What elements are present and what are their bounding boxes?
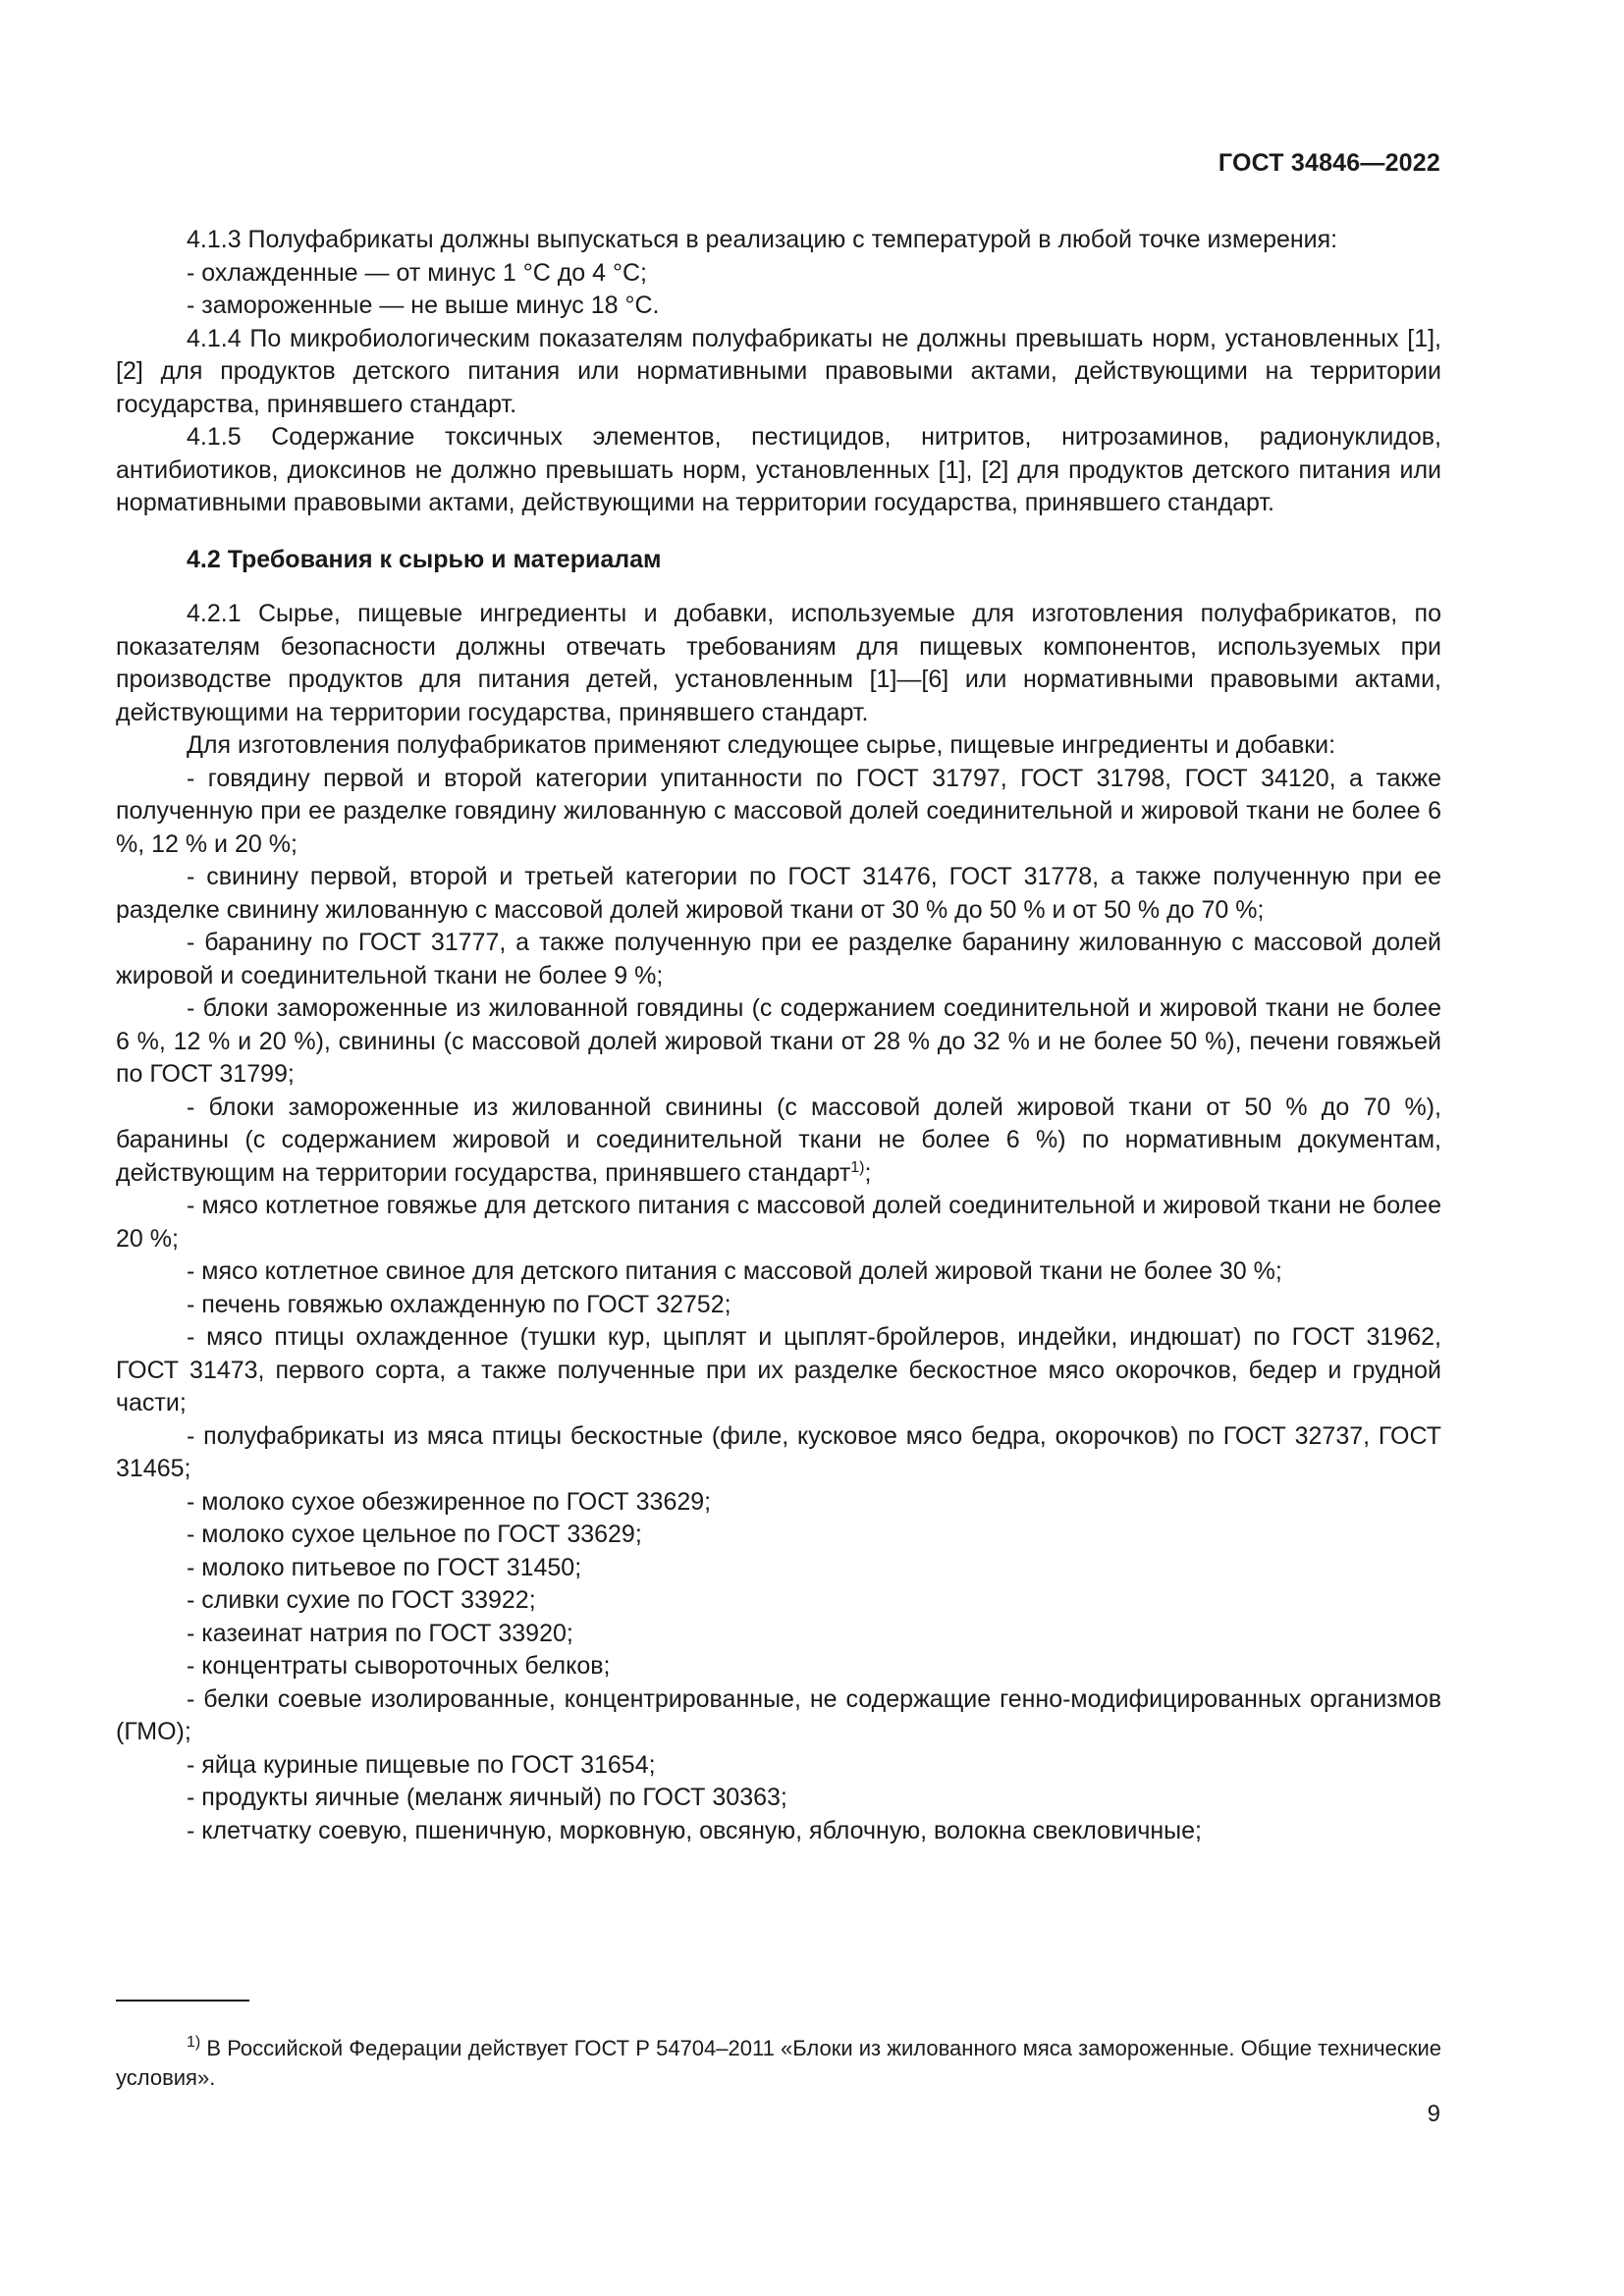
paragraph-4-1-5: 4.1.5 Содержание токсичных элементов, пестицидов, нитритов, нитрозаминов, радионуклидов, антибиотиков, диоксинов не должно превышать норм, установленных [1], [2] для продуктов детского питания или нормативными правовыми актами, действующими на территории государства, принявшего стандарт. xyxy=(116,423,1441,516)
list-item: - свинину первой, второй и третьей категории по ГОСТ 31476, ГОСТ 31778, а также полученную при ее разделке свинину жилованную с массовой долей жировой ткани от 30 % до 50 % и от 50 % до 70 %; xyxy=(116,863,1441,924)
list-item-text: - блоки замороженные из жилованной свинины (с массовой долей жировой ткани от 50 % до 70 %), баранины (с содержанием жировой и соединительной ткани не более 6 %) по нормативным документам, действующим на территории государства, принявшего стандарт xyxy=(116,1093,1441,1187)
list-item: - продукты яичные (меланж яичный) по ГОСТ 30363; xyxy=(187,1784,787,1811)
list-item: - печень говяжью охлажденную по ГОСТ 32752; xyxy=(187,1290,731,1318)
paragraph-4-1-3: 4.1.3 Полуфабрикаты должны выпускаться в реализацию с температурой в любой точке измерения: xyxy=(187,226,1338,253)
footnote-text: В Российской Федерации действует ГОСТ Р 54704–2011 «Блоки из жилованного мяса замороженные. Общие технические условия». xyxy=(116,2036,1441,2090)
list-item: - блоки замороженные из жилованной говядины (с содержанием соединительной и жировой ткани не более 6 %, 12 % и 20 %), свинины (с массовой долей жировой ткани от 28 % до 32 % и не более 50 %), печени говяжьей по ГОСТ 31799; xyxy=(116,994,1441,1088)
footnote-reference: 1) xyxy=(850,1158,865,1176)
list-item: - сливки сухие по ГОСТ 33922; xyxy=(187,1586,536,1614)
main-text xyxy=(116,224,1441,1847)
list-item: - казеинат натрия по ГОСТ 33920; xyxy=(187,1619,573,1647)
list-item: - концентраты сывороточных белков; xyxy=(187,1652,611,1680)
page-number: 9 xyxy=(1427,2101,1440,2127)
list-item: - полуфабрикаты из мяса птицы бескостные (филе, кусковое мясо бедра, окорочков) по ГОСТ 32737, ГОСТ 31465; xyxy=(116,1421,1441,1482)
list-item: - молоко сухое обезжиренное по ГОСТ 33629; xyxy=(187,1487,712,1516)
paragraph-4-1-4: 4.1.4 По микробиологическим показателям полуфабрикаты не должны превышать норм, установленных [1], [2] для продуктов детского питания или нормативными правовыми актами, действующими на территории государства, принявшего стандарт. xyxy=(116,324,1441,418)
footnote-mark: 1) xyxy=(187,2034,201,2051)
list-item: - баранину по ГОСТ 31777, а также полученную при ее разделке баранину жилованную с массовой долей жировой и соединительной ткани не более 9 %; xyxy=(116,929,1441,989)
list-item: - белки соевые изолированные, концентрированные, не содержащие генно-модифицированных организмов (ГМО); xyxy=(116,1684,1441,1745)
list-item: - мясо котлетное свиное для детского питания с массовой долей жировой ткани не более 30 %; xyxy=(187,1257,1282,1285)
list-item: - говядину первой и второй категории упитанности по ГОСТ 31797, ГОСТ 31798, ГОСТ 34120, а также полученную при ее разделке говядину жилованную с массовой долей соединительной и жировой ткани не более 6 %, 12 % и 20 %; xyxy=(116,764,1441,858)
list-item-chilled: - охлажденные — от минус 1 °С до 4 °С; xyxy=(187,258,647,287)
list-item xyxy=(116,1092,1441,1191)
document-id-header: ГОСТ 34846—2022 xyxy=(1218,149,1440,177)
list-item-end: ; xyxy=(864,1158,872,1187)
section-heading-4-2: 4.2 Требования к сырью и материалам xyxy=(187,545,662,573)
list-item: - клетчатку соевую, пшеничную, морковную, овсяную, яблочную, волокна свекловичные; xyxy=(187,1816,1202,1844)
paragraph-4-2-1: 4.2.1 Сырье, пищевые ингредиенты и добавки, используемые для изготовления полуфабрикатов, по показателям безопасности должны отвечать требованиям для пищевых компонентов, используемых при производстве продуктов для питания детей, установленным [1]—[6] или нормативными правовыми актами, действующими на территории государства, принявшего стандарт. xyxy=(116,600,1441,726)
list-item: - молоко сухое цельное по ГОСТ 33629; xyxy=(187,1521,642,1548)
list-item: - мясо котлетное говяжье для детского питания с массовой долей соединительной и жировой ткани не более 20 %; xyxy=(116,1192,1441,1253)
raw-materials-intro: Для изготовления полуфабрикатов применяют следующее сырье, пищевые ингредиенты и добавки: xyxy=(187,731,1336,759)
footnote-separator xyxy=(116,2000,249,2002)
list-item: - мясо птицы охлажденное (тушки кур, цыплят и цыплят-бройлеров, индейки, индюшат) по ГОСТ 31962, ГОСТ 31473, первого сорта, а также полученные при их разделке бескостное мясо окорочков, бедер и грудной части; xyxy=(116,1323,1441,1416)
list-item: - яйца куриные пищевые по ГОСТ 31654; xyxy=(187,1750,656,1779)
list-item-frozen: - замороженные — не выше минус 18 °С. xyxy=(187,292,660,319)
footnote xyxy=(116,2034,1441,2093)
list-item: - молоко питьевое по ГОСТ 31450; xyxy=(187,1553,582,1581)
